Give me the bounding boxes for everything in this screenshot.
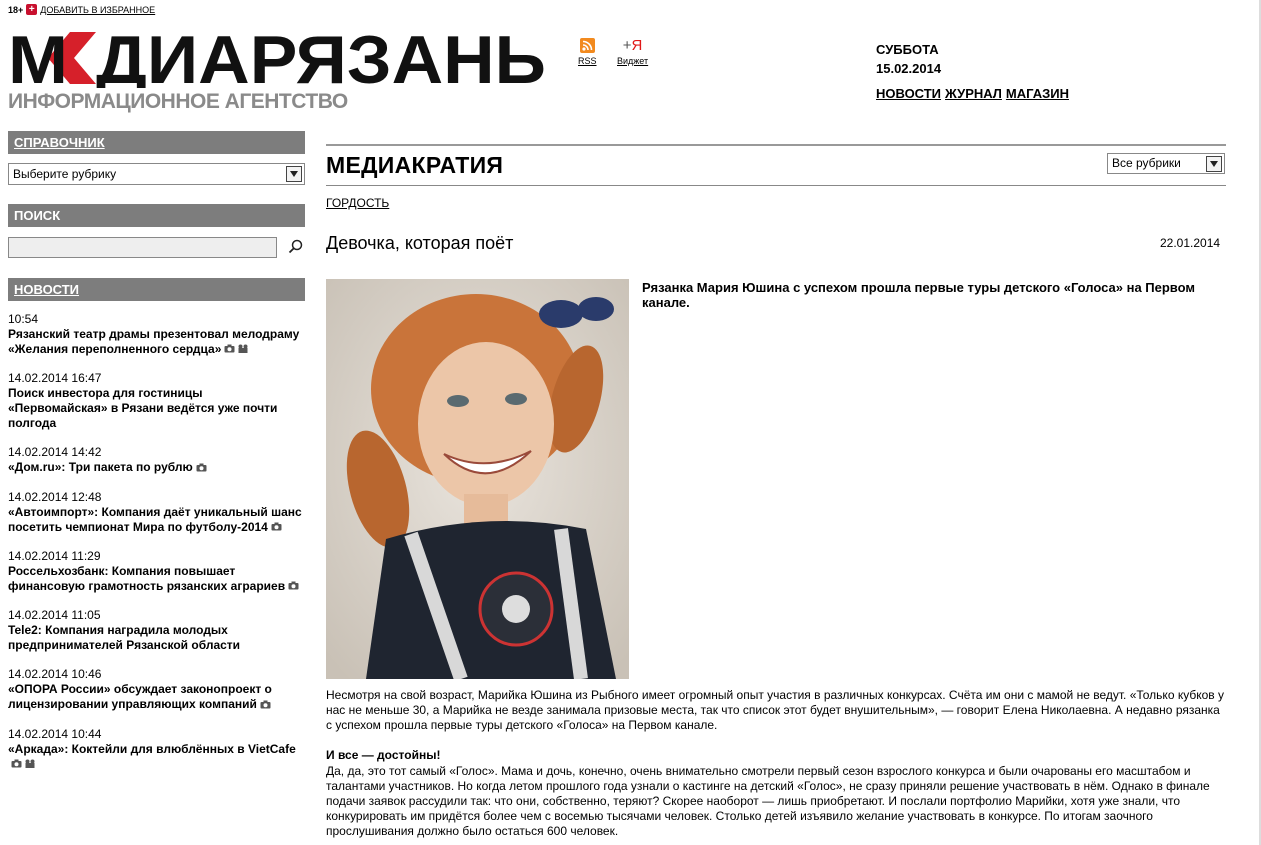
nav-shop[interactable]: МАГАЗИН [1005,86,1069,101]
directory-header [8,131,305,154]
section-top-rule [326,144,1226,146]
photo-illustration [326,279,629,679]
news-list [8,312,305,786]
news-headline[interactable] [8,460,305,475]
news-item[interactable] [8,490,305,535]
rss-icon[interactable] [580,38,595,53]
widget-link[interactable]: Виджет [617,56,649,66]
video-camera-icon [25,757,35,772]
news-headline[interactable] [8,564,305,594]
article-photo [326,279,629,679]
top-bar [8,4,155,15]
news-headline[interactable] [8,623,305,653]
news-item[interactable] [8,371,305,431]
search-header [8,204,305,227]
news-time: 10:54 [8,312,39,326]
category-link[interactable]: ГОРДОСТЬ [326,196,390,210]
directory-select[interactable] [8,163,305,185]
search-title: ПОИСК [14,208,61,223]
news-item[interactable] [8,312,305,357]
top-navigation [876,86,1069,101]
directory-link[interactable]: СПРАВОЧНИК [14,135,105,150]
logo-graphic [8,28,548,88]
search-input[interactable] [8,237,277,258]
news-item[interactable] [8,549,305,594]
article-paragraph-1: Несмотря на свой возраст, Марийка Юшина из Рыбного имеет огромный опыт участия в различных конкурсах. Счёта им они с мамой не ведут. «Только кубков у нас не меньше 30, а Марийка не везде занимала призовые места, так что список этот будет внушительным», — говорит Елена Николаевна. А недавно рязанка с успехом прошла первые туры детского «Голоса» на Первом канале. [326,688,1224,732]
directory-select-value: Выберите рубрику [13,167,117,181]
camera-icon [196,461,207,476]
add-favorites-link[interactable]: ДОБАВИТЬ В ИЗБРАННОЕ [40,4,156,15]
article-title: Девочка, которая поёт [326,233,514,253]
news-time: 14.02.2014 11:05 [8,608,101,623]
chevron-down-icon[interactable] [1206,156,1222,172]
news-section-link[interactable]: НОВОСТИ [14,282,80,297]
news-headline-text[interactable]: «ОПОРА России» обсуждает законопроект о лицензировании управляющих компаний [8,682,272,712]
current-date [876,40,941,78]
news-headline[interactable] [8,505,305,535]
camera-icon [11,757,22,772]
article-date: 22.01.2014 [1160,236,1221,250]
site-tagline: ИНФОРМАЦИОННОЕ АГЕНТСТВО [8,90,348,113]
news-time: 14.02.2014 10:46 [8,667,102,682]
yandex-widget[interactable] [617,38,648,66]
news-time: 14.02.2014 12:48 [8,489,102,504]
news-time: 14.02.2014 14:42 [8,445,102,460]
news-item[interactable] [8,445,305,475]
camera-icon [260,698,271,713]
news-item[interactable] [8,608,305,653]
news-headline-text[interactable]: «Автоимпорт»: Компания даёт уникальный шанс посетить чемпионат Мира по футболу-2014 [8,504,302,534]
news-time: 14.02.2014 10:44 [8,726,102,741]
article-paragraph-2: Да, да, это тот самый «Голос». Мама и дочь, конечно, очень внимательно смотрели первый сезон взрослого конкурса и были очарованы его масштабом и талантами участников. Но когда летом прошлого года узнали о кастинге на детский «Голос», не сразу приняли решение участвовать в нём. Однако в финале подачи заявок рассудили так: что они, собственно, теряют? Скорее наоборот — лишь приобретают. И послали портфолио Марийки, хотя уже знали, что конкурировать им придётся более чем с восемью тысячами человек. Столько детей изъявило желание участвовать в конкурсе. По итогам заочного прослушивания должно было остаться 600 человек. [326,764,1210,838]
rss-feed[interactable] [578,38,597,66]
news-headline-text[interactable]: Рязанский театр драмы презентовал мелодраму «Желания переполненного сердца» [8,327,300,356]
video-camera-icon [238,342,248,357]
news-headline-text[interactable]: Tele2: Компания наградила молодых предпринимателей Рязанской области [8,623,241,653]
rubric-select[interactable] [1107,153,1225,174]
section-title: МЕДИАКРАТИЯ [326,152,504,178]
news-time: 14.02.2014 11:29 [8,548,101,563]
age-rating: 18+ [8,4,24,15]
chevron-down-icon[interactable] [286,166,302,182]
news-header [8,278,305,301]
yandex-widget-icon[interactable]: +Я [622,37,643,54]
add-favorites-icon[interactable]: + [26,4,37,15]
article-category [326,196,389,210]
rss-link[interactable]: RSS [578,56,597,66]
section-bottom-rule [326,185,1226,186]
news-headline[interactable] [8,742,305,772]
date-value: 15.02.2014 [876,61,942,76]
news-item[interactable] [8,667,305,712]
nav-magazine[interactable]: ЖУРНАЛ [945,86,1002,101]
news-headline-text[interactable]: «Дом.ru»: Три пакета по рублю [8,460,193,475]
news-headline-text[interactable]: «Аркада»: Коктейли для влюблённых в VietCafe [8,741,296,756]
news-item[interactable] [8,727,305,772]
logo-letter-m: М [8,28,68,88]
news-headline-text[interactable]: Россельхозбанк: Компания повышает финансовую грамотность рязанских аграриев [8,563,286,593]
search-icon[interactable] [286,237,306,257]
logo-rest: ДИАРЯЗАНЬ [96,28,546,88]
news-headline[interactable] [8,682,305,712]
article-subheading: И все — достойны! [326,748,441,762]
news-headline[interactable] [8,386,305,431]
news-headline[interactable] [8,327,305,357]
nav-news[interactable]: НОВОСТИ [876,86,942,101]
article-lead: Рязанка Мария Юшина с успехом прошла первые туры детского «Голоса» на Первом канале. [642,280,1196,310]
news-headline-text[interactable]: Поиск инвестора для гостиницы «Первомайская» в Рязани ведётся уже почти полгода [8,386,278,431]
news-time: 14.02.2014 16:47 [8,371,102,386]
rubric-select-value: Все рубрики [1112,156,1181,170]
site-logo[interactable] [8,28,548,88]
camera-icon [288,579,299,594]
weekday: СУББОТА [876,42,939,57]
camera-icon [224,342,235,357]
camera-icon [271,520,282,535]
